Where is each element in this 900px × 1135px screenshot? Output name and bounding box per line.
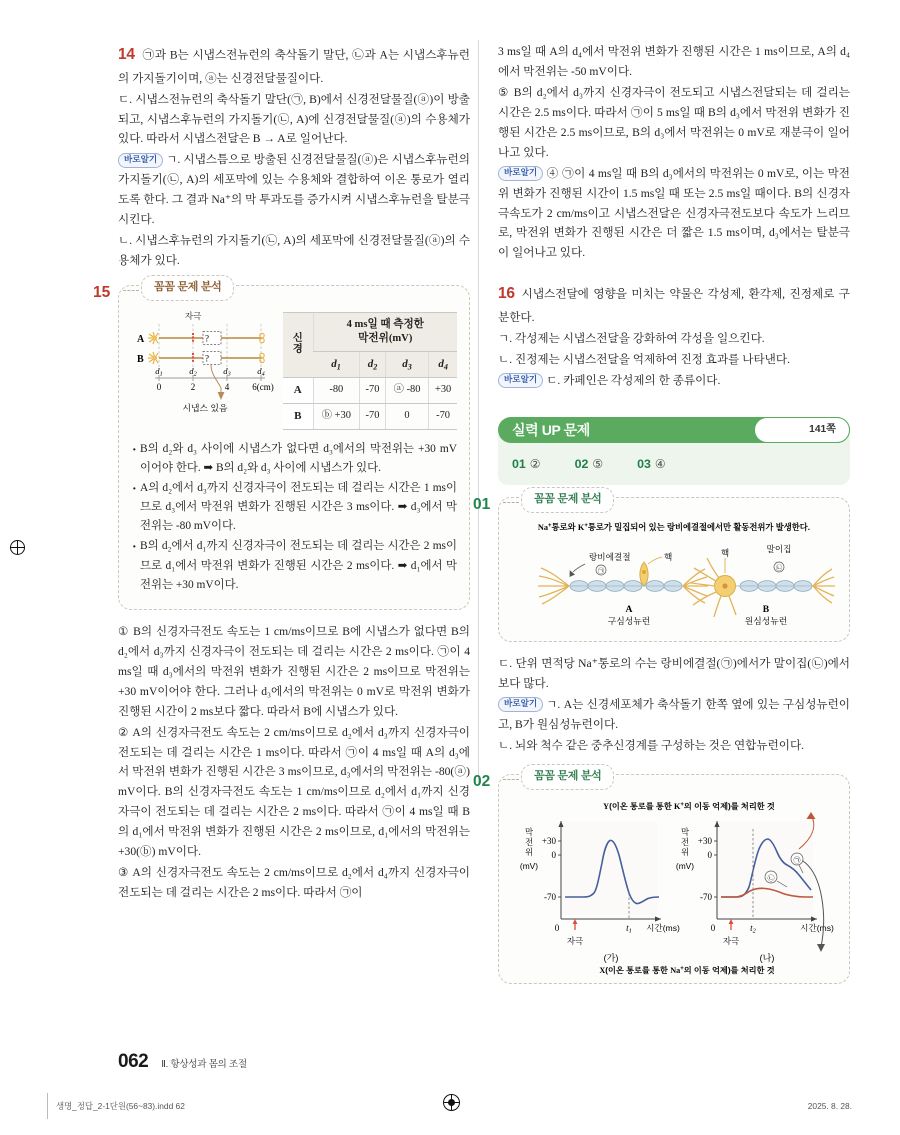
q02-top-caption: Y(이온 통로를 통한 K+의 이동 억제)를 처리한 것 xyxy=(603,801,775,811)
row-label-b: B xyxy=(283,403,313,429)
svg-text:전: 전 xyxy=(524,836,534,847)
axis-tick-labels xyxy=(157,382,274,392)
svg-text:막: 막 xyxy=(524,826,534,837)
q14-line-a-text: ㄱ. 시냅스틈으로 방출된 신경전달물질(ⓐ)은 시냅스후뉴런의 가지돌기(㉡, A)의 세포막에 있는 수용체와 결합하여 이온 통로가 열리도록 한다. 그 결과 Na⁺의 막 투과도를 증가시켜 시냅스후뉴런을 탈분극시킨다. xyxy=(118,153,470,227)
q14-number: 14 xyxy=(118,46,135,63)
table-col-d3: $d_3$ xyxy=(385,351,428,377)
graph-b-mark-1: ㉠ xyxy=(793,856,801,865)
graph-b-stimulus-label: 자극 xyxy=(722,935,740,946)
graph-b-ylabel xyxy=(676,827,694,871)
print-filename: 생명_정답_2-1단원(56~83).indd 62 xyxy=(56,1101,185,1111)
q15-bullet-list xyxy=(131,440,457,595)
label-myelin-mark: ㉡ xyxy=(775,565,783,573)
synapse-callout-label: 시냅스 있음 xyxy=(182,403,228,414)
analysis-connector-dash xyxy=(123,290,139,291)
graph-b-mark-2: ㉡ xyxy=(767,874,775,883)
q15-choice-3-continued: 3 ms일 때 A의 d₄에서 막전위 변화가 진행된 시간은 1 ms이므로, A의 d₄에서 막전위는 -50 mV이다. xyxy=(498,45,850,78)
uplevel-section xyxy=(498,417,850,475)
q15-choice-2: ② A의 신경자극전도 속도는 2 cm/ms이므로 d₂에서 d₃까지 신경자극이 전도되는 데 걸리는 시간은 1 ms이다. 따라서 ㉠이 4 ms일 때 A의 d₃에서 막전위 변화가 진행된 시간은 3 ms이므로, d₃에서의 막전위는 -80(ⓐ) mV이다. B의 신경자극전도 속도는 1 cm/ms이므로 d₂에서 d₁까지 신경자극이 전도되는 데 걸리는 시간은 2 ms이다. 따라서 ㉠이 4 ms일 때 B의 d₁에서 막전위 변화가 진행된 시간은 2 ms이므로, d₁에서의 막전위는 +30(ⓑ) mV이다. xyxy=(118,725,470,859)
graph-b-ytick-minus70: -70 xyxy=(700,891,712,902)
cell-a-d2: -70 xyxy=(360,377,386,403)
analysis-pill-label: 꼼꼼 문제 분석 xyxy=(521,487,614,513)
neuron-a-name: 구심성뉴런 xyxy=(607,616,651,627)
answer-choice: ④ xyxy=(654,456,666,471)
neuron-b-axon-terminals xyxy=(813,569,835,603)
uplevel-answer-item xyxy=(637,454,666,475)
q15-choice-1: ① B의 신경자극전도 속도는 1 cm/ms이므로 B에 시냅스가 없다면 B의 d₂에서 d₃까지 신경자극이 전도되는 데 걸리는 시간은 2 ms이다. ㉠이 4 ms일 때 d₃에서의 막전위 변화가 진행된 시간은 2 ms이므로 막전위는 +30 mV이어야 한다. 그러나 d₃에서의 막전위는 0 mV로 막전위 변화가 진행된 시간이 2 ms보다 짧다. 따라서 B에 시냅스가 있다. xyxy=(118,624,470,718)
graph-b-ytick-plus30: +30 xyxy=(697,835,712,846)
label-node-of-ranvier: 랑비에결절 xyxy=(589,552,631,563)
registration-mark-bottom xyxy=(443,1094,460,1111)
q16-line-b: ㄴ. 진정제는 시냅스전달을 억제하여 진정 효과를 나타낸다. xyxy=(498,352,790,366)
q01-neuron-diagram-svg xyxy=(511,520,837,628)
answer-choice: ② xyxy=(529,456,541,471)
graph-a-yticks xyxy=(542,836,557,902)
cell-b-d4: -70 xyxy=(429,403,457,429)
q14-lead-paragraph xyxy=(118,42,470,89)
graph-b-time-mark: t2 xyxy=(750,922,756,935)
question-mark-a: ? xyxy=(205,333,209,344)
q16-line-c-text: ㄷ. 카페인은 각성제의 한 종류이다. xyxy=(546,373,721,387)
question-01-analysis-box xyxy=(473,493,850,642)
svg-text:막: 막 xyxy=(680,826,690,837)
neuron-a-letter: A xyxy=(625,604,633,616)
question-16 xyxy=(498,281,850,390)
analysis-connector-dash xyxy=(503,502,519,503)
neuron-figure-caption: Na+통로와 K+통로가 밀집되어 있는 랑비에결절에서만 활동전위가 발생한다. xyxy=(537,522,811,533)
q15-choice-5: ⑤ B의 d₂에서 d₃까지 신경자극이 전도되고 시냅스전달되는 데 걸리는 시간은 2.5 ms이다. 따라서 ㉠이 5 ms일 때 B의 d₃에서 막전위 변화가 진행된 시간은 2.5 ms이므로, B의 d₃에서 막전위는 0 mV로 재분극이 일어나고 있다. xyxy=(498,85,850,159)
neuron-a-dendrites xyxy=(538,568,569,604)
question-02-analysis-box xyxy=(473,769,850,984)
chapter-title: Ⅱ. 항상성과 몸의 조절 xyxy=(161,1059,247,1070)
q16-line-a: ㄱ. 각성제는 시냅스전달을 강화하여 각성을 일으킨다. xyxy=(498,331,765,345)
q14-line-c: ㄷ. 시냅스전뉴런의 축삭돌기 말단(㉠, B)에서 신경전달물질(ⓐ)이 방출되고, 시냅스후뉴런의 가지돌기(㉡, A)에 신경전달물질(ⓐ)의 수용체가 있다. 따라서 시냅스전달은 B → A로 일어난다. xyxy=(118,92,470,146)
page-footer xyxy=(118,1051,247,1073)
cell-b-d3: 0 xyxy=(385,403,428,429)
svg-text:위: 위 xyxy=(680,846,690,857)
distance-labels xyxy=(155,366,264,378)
svg-text:0: 0 xyxy=(156,382,162,393)
q01-number: 01 xyxy=(473,496,491,514)
q15-bullet-1: · B의 d₂와 d₃ 사이에 시냅스가 없다면 d₃에서의 막전위는 +30 mV이어야 한다. ➡ B의 d₂와 d₃ 사이에 시냅스가 있다. xyxy=(131,440,457,478)
q15-bullet-2: · A의 d₂에서 d₃까지 신경자극이 전도되는 데 걸리는 시간은 1 ms이므로 d₃에서 막전위 변화가 진행된 시간은 3 ms이다. ➡ d₃에서 막전위는 -80 mV이다. xyxy=(131,479,457,536)
answer-choice: ⑤ xyxy=(592,456,604,471)
neuron-b-letter: B xyxy=(762,604,770,616)
cell-b-d1: ⓑ +30 xyxy=(313,403,360,429)
svg-text:위: 위 xyxy=(524,846,534,857)
q01-line-b: ㄴ. 뇌와 척수 같은 중추신경계를 구성하는 것은 연합뉴런이다. xyxy=(498,738,805,752)
svg-text:d2: d2 xyxy=(189,366,197,378)
graph-a-ytick-plus30: +30 xyxy=(541,835,556,846)
svg-text:2: 2 xyxy=(190,382,196,393)
cell-a-d3: ⓐ -80 xyxy=(385,377,428,403)
answer-number: 01 xyxy=(512,456,526,471)
q15-choice-3: ③ A의 신경자극전도 속도는 2 cm/ms이므로 d₂에서 d₄까지 신경자극이 전도되는 데 걸리는 시간은 2 ms이다. 따라서 ㉠이 xyxy=(118,866,470,900)
svg-text:6(cm): 6(cm) xyxy=(252,382,274,393)
question-mark-b: ? xyxy=(205,353,209,364)
neuron-b-nucleus xyxy=(722,583,727,588)
stimulus-label: 자극 xyxy=(184,311,202,322)
answer-number: 03 xyxy=(637,456,651,471)
graph-b-yticks xyxy=(698,836,713,902)
graph-b-xorigin: 0 xyxy=(710,922,716,933)
graph-a-ytick-zero: 0 xyxy=(551,849,556,860)
neuron-b-name: 원심성뉴런 xyxy=(744,616,788,627)
graph-a-ylabel xyxy=(520,827,538,871)
graph-b-ytick-zero: 0 xyxy=(707,849,712,860)
q16-line-c xyxy=(498,371,850,391)
label-nucleus-left: 핵 xyxy=(664,552,673,563)
question-14 xyxy=(118,42,470,271)
q16-lead-paragraph xyxy=(498,281,850,328)
graph-b-xlabel: 시간(ms) xyxy=(800,922,834,933)
table-col-d4: $d_4$ xyxy=(429,351,457,377)
right-column xyxy=(473,42,850,996)
q01-line-a xyxy=(498,695,850,735)
nerve-label-a: A xyxy=(137,334,145,346)
graph-a-ytick-minus70: -70 xyxy=(544,891,556,902)
svg-text:전: 전 xyxy=(680,836,690,847)
baro-tag: 바로알기 xyxy=(498,697,543,712)
q14-line-a xyxy=(118,150,470,230)
table-row xyxy=(283,377,457,403)
q14-lead-text: ㉠과 B는 시냅스전뉴런의 축삭돌기 말단, ㉡과 A는 시냅스후뉴런의 가지돌기이며, ⓐ는 신경전달물질이다. xyxy=(118,48,470,85)
graph-a-panel-label: (가) xyxy=(603,952,619,963)
graph-b xyxy=(676,821,834,963)
q02-number: 02 xyxy=(473,772,491,790)
baro-tag: 바로알기 xyxy=(498,166,543,181)
uplevel-title: 실력 UP 문제 xyxy=(512,421,590,438)
q15-nerve-diagram xyxy=(131,308,279,416)
graph-a-stimulus-label: 자극 xyxy=(566,935,584,946)
table-header-group: 4 ms일 때 측정한 막전위(mV) xyxy=(313,313,457,352)
q14-line-b: ㄴ. 시냅스후뉴런의 가지돌기(㉡, A)의 세포막에 신경전달물질(ⓐ)의 수용체가 있다. xyxy=(118,234,470,268)
svg-text:d3: d3 xyxy=(223,366,231,378)
svg-text:(mV): (mV) xyxy=(519,860,539,871)
folio-number: 062 xyxy=(118,1051,149,1072)
baro-tag: 바로알기 xyxy=(118,153,163,168)
q02-graphs-svg xyxy=(511,797,837,975)
q01-line-c: ㄷ. 단위 면적당 Na⁺통로의 수는 랑비에결절(㉠)에서가 말이집(㉡)에서보다 많다. xyxy=(498,657,850,690)
q15-number: 15 xyxy=(93,284,111,302)
label-node-mark: ㉠ xyxy=(597,568,605,576)
uplevel-answer-item xyxy=(512,454,541,475)
question-15-analysis-box xyxy=(93,281,470,610)
left-column xyxy=(93,42,470,904)
graph-a-time-mark: t1 xyxy=(626,922,632,935)
analysis-connector-dash xyxy=(503,779,519,780)
q16-number: 16 xyxy=(498,285,515,303)
table-row xyxy=(283,403,457,429)
graph-a-xorigin: 0 xyxy=(554,922,560,933)
registration-mark-left xyxy=(10,540,25,555)
svg-text:d4: d4 xyxy=(257,366,265,378)
column-divider xyxy=(478,40,479,785)
svg-text:d1: d1 xyxy=(155,366,163,378)
answer-number: 02 xyxy=(574,456,589,471)
q16-lead-text: 시냅스전달에 영향을 미치는 약물은 각성제, 환각제, 진정제로 구분한다. xyxy=(498,287,850,324)
row-label-a: A xyxy=(283,377,313,403)
table-col-d2: $d_2$ xyxy=(360,351,386,377)
baro-tag: 바로알기 xyxy=(498,373,543,388)
print-date: 2025. 8. 28. xyxy=(807,1101,852,1111)
uplevel-answer-item xyxy=(575,454,604,475)
graph-b-panel-label: (나) xyxy=(759,952,775,963)
q15-bullet-3: · B의 d₂에서 d₁까지 신경자극이 전도되는 데 걸리는 시간은 2 ms이므로 d₁에서 막전위 변화가 진행된 시간은 2 ms이다. ➡ d₁에서 막전위는 +30 mV이다. xyxy=(131,537,457,594)
svg-text:4: 4 xyxy=(224,382,230,393)
svg-text:(mV): (mV) xyxy=(675,860,695,871)
analysis-pill-label: 꼼꼼 문제 분석 xyxy=(521,764,614,790)
uplevel-banner xyxy=(498,417,850,443)
nerve-label-b: B xyxy=(137,354,144,366)
q15-figure-and-table xyxy=(131,308,457,430)
table-header-nerve: 신 경 xyxy=(283,313,313,378)
neuron-a-nucleus xyxy=(642,570,646,574)
q15-table-wrapper xyxy=(283,308,457,430)
table-col-d1: $d_1$ xyxy=(313,351,360,377)
uplevel-answer-list xyxy=(498,443,850,475)
uplevel-page-badge: 141쪽 xyxy=(754,417,850,443)
q01-line-a-text: ㄱ. A는 신경세포체가 축삭돌기 한쪽 옆에 있는 구심성뉴런이고, B가 원심성뉴런이다. xyxy=(498,697,850,731)
label-myelin-sheath: 말이집 xyxy=(766,544,792,555)
membrane-potential-table xyxy=(283,312,457,430)
cell-b-d2: -70 xyxy=(360,403,386,429)
graph-a xyxy=(520,821,680,963)
cell-a-d1: -80 xyxy=(313,377,360,403)
q15-choice-4-baro xyxy=(498,164,850,264)
q15-choice-4-text: ④ ㉠이 4 ms일 때 B의 d₃에서의 막전위는 0 mV로, 이는 막전위 변화가 진행된 시간이 1.5 ms일 때 또는 2.5 ms일 때이다. B의 신경자극속도가 2 cm/ms이고 시냅스전달은 신경자극전도보다 속도가 느리므로, 막전위 변화가 진행된 시간은 더 짧은 1.5 ms이며, d₃에서는 탈분극이 일어나고 있다. xyxy=(498,166,850,260)
label-nucleus-right: 핵 xyxy=(720,548,730,559)
q02-bottom-caption: X(이온 통로를 통한 Na+의 이동 억제)를 처리한 것 xyxy=(599,965,775,975)
analysis-pill-label: 꼼꼼 문제 분석 xyxy=(141,275,234,301)
cell-a-d4: +30 xyxy=(429,377,457,403)
graph-a-xlabel: 시간(ms) xyxy=(646,922,680,933)
print-bar-tick xyxy=(47,1093,48,1119)
nerve-distance-diagram-svg xyxy=(131,308,279,416)
